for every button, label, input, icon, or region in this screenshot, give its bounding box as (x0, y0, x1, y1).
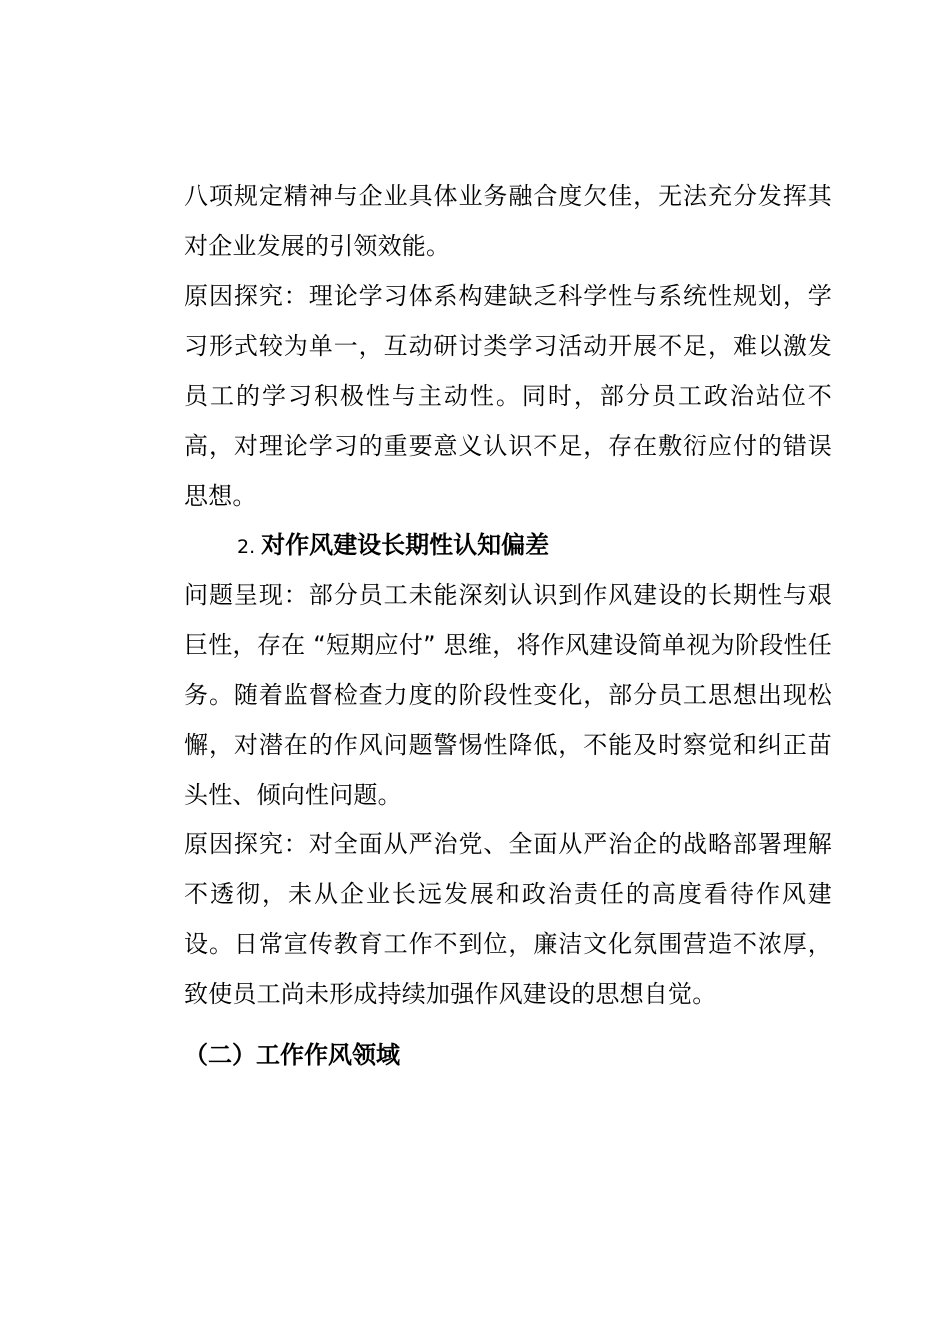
subheading-number: 2. (237, 536, 256, 558)
paragraph-continuation: 八项规定精神与企业具体业务融合度欠佳，无法充分发挥其对企业发展的引领效能。 (184, 182, 832, 260)
section-heading: （二）工作作风领域 (184, 1041, 400, 1069)
paragraph-problem-presentation: 问题呈现：部分员工未能深刻认识到作风建设的长期性与艰巨性，存在 “短期应付” 思维，将作风建设简单视为阶段性任务。随着监督检查力度的阶段性变化，部分员工思想出现松懈，对潜在的作风问题警惕性降低，不能及时察觉和纠正苗头性、倾向性问题。 (184, 581, 832, 809)
subheading-2 (237, 520, 549, 572)
paragraph-cause-analysis-1: 原因探究：理论学习体系构建缺乏科学性与系统性规划，学习形式较为单一，互动研讨类学习活动开展不足，难以激发员工的学习积极性与主动性。同时，部分员工政治站位不高，对理论学习的重要意义认识不足，存在敷衍应付的错误思想。 (184, 282, 832, 510)
paragraph-cause-analysis-2: 原因探究：对全面从严治党、全面从严治企的战略部署理解不透彻，未从企业长远发展和政治责任的高度看待作风建设。日常宣传教育工作不到位，廉洁文化氛围营造不浓厚，致使员工尚未形成持续加强作风建设的思想自觉。 (184, 830, 832, 1008)
subheading-title: 对作风建设长期性认知偏差 (261, 531, 550, 559)
